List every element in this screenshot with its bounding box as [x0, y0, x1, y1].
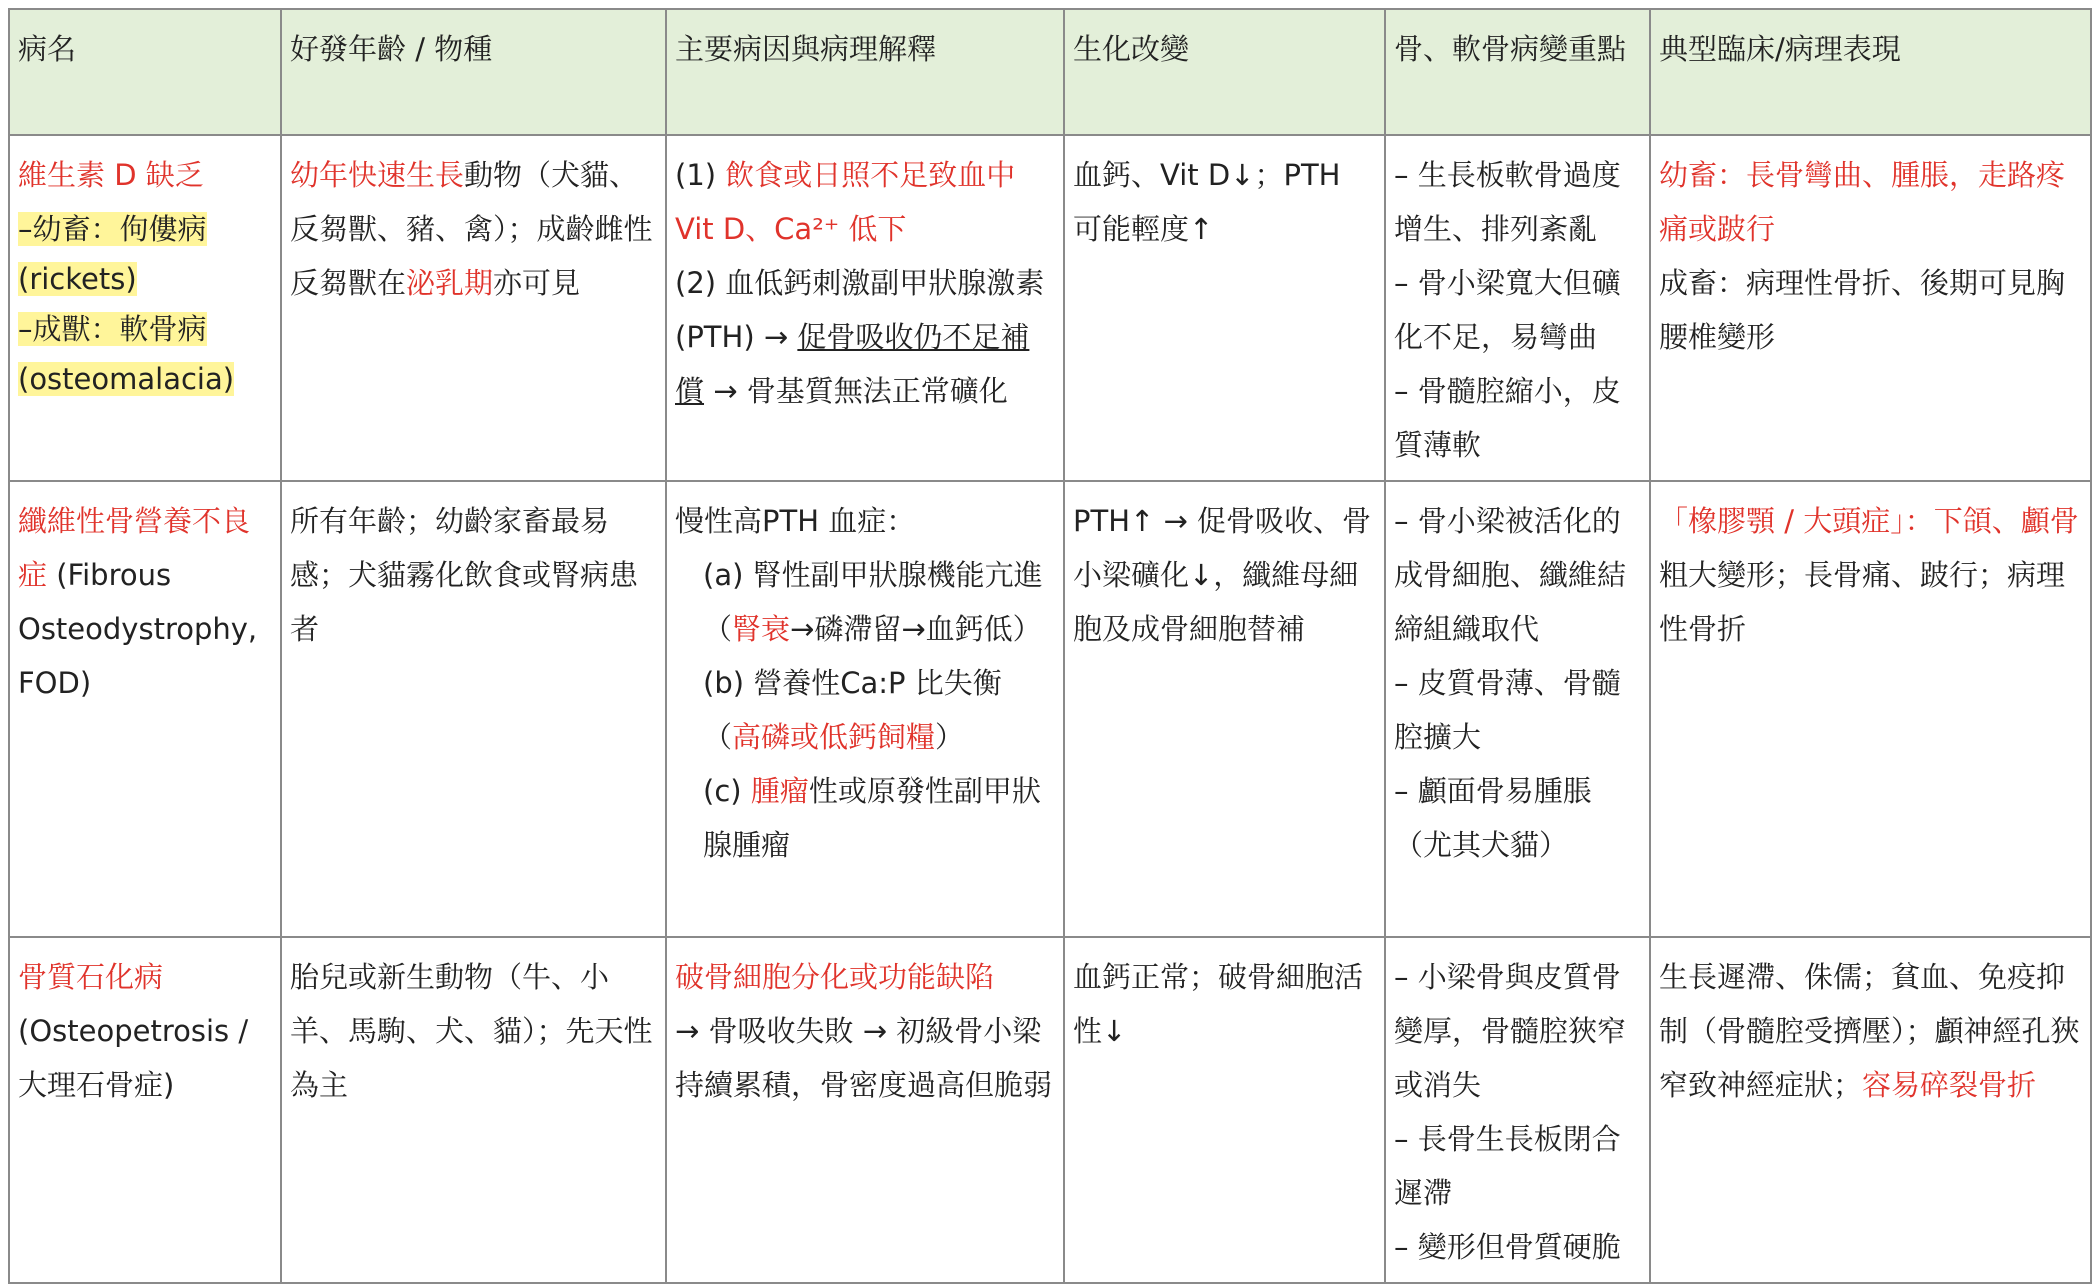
bone-cell [1385, 135, 1650, 481]
header-bone-lesions: 骨、軟骨病變重點 [1385, 9, 1650, 135]
pathology-table [8, 8, 2092, 1284]
biochem-cell: 血鈣、Vit D↓；PTH 可能輕度↑ [1064, 135, 1385, 481]
disease-title: 纖維性骨營養不良症 [18, 504, 251, 592]
bone-item: – 骨小梁被活化的成骨細胞、纖維結締組織取代 [1394, 504, 1627, 646]
bone-item: – 變形但骨質硬脆 [1394, 1230, 1621, 1264]
table-row [9, 135, 2091, 481]
bone-item: – 顱面骨易腫脹（尤其犬貓） [1394, 774, 1592, 862]
bone-item: – 小梁骨與皮質骨變厚，骨髓腔狹窄或消失 [1394, 960, 1627, 1102]
age-species-cell: 所有年齡；幼齡家畜最易感；犬貓霧化飲食或腎病患者 [281, 481, 666, 937]
table-row [9, 481, 2091, 937]
biochem-cell: 血鈣正常；破骨細胞活性↓ [1064, 937, 1385, 1283]
header-age-species: 好發年齡 / 物種 [281, 9, 666, 135]
header-clinical: 典型臨床/病理表現 [1650, 9, 2091, 135]
subtype-adult: –成獸：軟骨病 [18, 312, 207, 346]
bone-cell [1385, 937, 1650, 1283]
disease-name-cell: 骨質石化病 (Osteopetrosis / 大理石骨症) [9, 937, 281, 1283]
bone-item: – 皮質骨薄、骨髓腔擴大 [1394, 666, 1621, 754]
subtype-juvenile-en: (rickets) [18, 262, 137, 296]
bone-item: – 骨髓腔縮小，皮質薄軟 [1394, 374, 1621, 462]
header-row [9, 9, 2091, 135]
bone-item: – 生長板軟骨過度增生、排列紊亂 [1394, 158, 1621, 246]
bone-cell [1385, 481, 1650, 937]
cause-cell: 慢性高PTH 血症： (a) 腎性副甲狀腺機能亢進（腎衰→磷滯留→血鈣低） (b) 營養性Ca:P 比失衡（高磷或低鈣飼糧） (c) 腫瘤性或原發性副甲狀腺腫瘤 [666, 481, 1064, 937]
disease-name-cell: 纖維性骨營養不良症 (Fibrous Osteodystrophy, FOD) [9, 481, 281, 937]
subtype-adult-en: (osteomalacia) [18, 362, 235, 396]
table-row [9, 937, 2091, 1283]
cause-cell: 破骨細胞分化或功能缺陷 → 骨吸收失敗 → 初級骨小梁持續累積，骨密度過高但脆弱 [666, 937, 1064, 1283]
clinical-cell: 幼畜：長骨彎曲、腫脹，走路疼痛或跛行 成畜：病理性骨折、後期可見胸腰椎變形 [1650, 135, 2091, 481]
cause-cell: (1) 飲食或日照不足致血中 Vit D、Ca²⁺ 低下 (2) 血低鈣刺激副甲狀腺激素 (PTH) → 促骨吸收仍不足補償 → 骨基質無法正常礦化 [666, 135, 1064, 481]
age-species-cell: 幼年快速生長動物（犬貓、反芻獸、豬、禽）；成齡雌性反芻獸在泌乳期亦可見 [281, 135, 666, 481]
clinical-cell: 「橡膠顎 / 大頭症」：下頜、顱骨粗大變形；長骨痛、跛行；病理性骨折 [1650, 481, 2091, 937]
clinical-cell: 生長遲滯、侏儒；貧血、免疫抑制（骨髓腔受擠壓）；顱神經孔狹窄致神經症狀；容易碎裂骨折 [1650, 937, 2091, 1283]
header-cause: 主要病因與病理解釋 [666, 9, 1064, 135]
bone-item: – 長骨生長板閉合遲滯 [1394, 1122, 1621, 1210]
header-biochem: 生化改變 [1064, 9, 1385, 135]
age-species-cell: 胎兒或新生動物（牛、小羊、馬駒、犬、貓）；先天性為主 [281, 937, 666, 1283]
disease-name-cell [9, 135, 281, 481]
disease-title: 維生素 D 缺乏 [18, 158, 204, 192]
biochem-cell: PTH↑ → 促骨吸收、骨小梁礦化↓，纖維母細胞及成骨細胞替補 [1064, 481, 1385, 937]
bone-item: – 骨小梁寬大但礦化不足，易彎曲 [1394, 266, 1621, 354]
subtype-juvenile: –幼畜：佝僂病 [18, 212, 207, 246]
disease-title: 骨質石化病 [18, 960, 164, 994]
header-disease-name: 病名 [9, 9, 281, 135]
